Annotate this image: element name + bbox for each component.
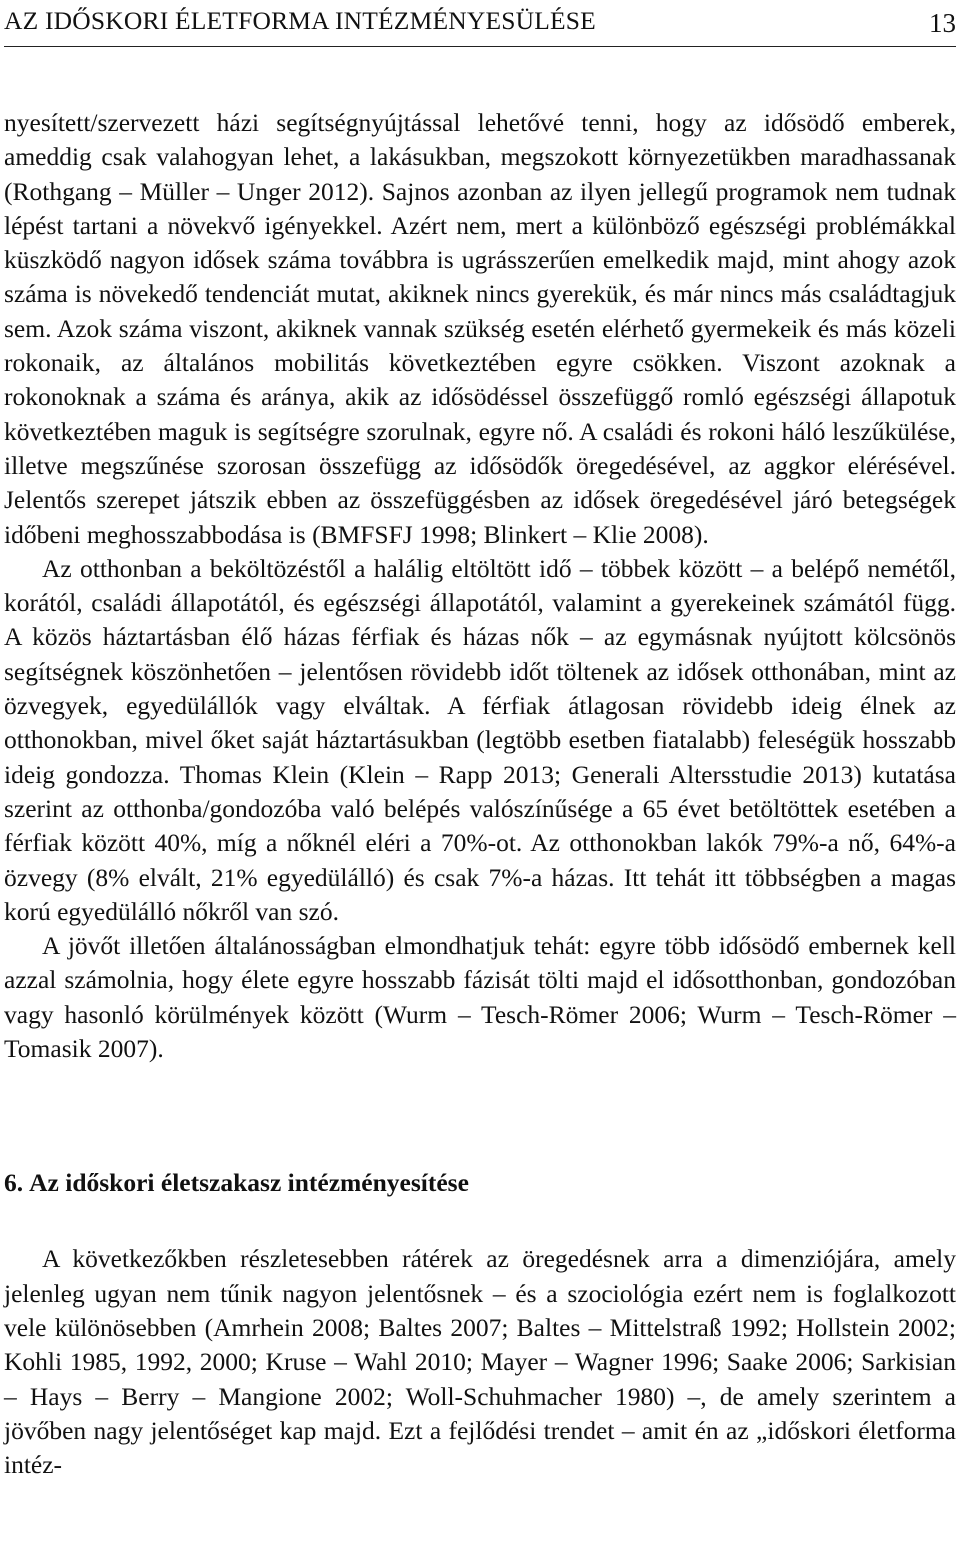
running-header <box>4 2 956 47</box>
page-number: 13 <box>929 8 956 38</box>
body-paragraph-3: A jövőt illetően általánosságban elmondhatjuk tehát: egyre több idősödő embernek kell azzal számolnia, hogy élete egyre hosszabb fázisát tölti majd el idősotthonban, gondozóban vagy hasonló körülmények között (Wurm – Tesch-Römer 2006; Wurm – Tesch-Römer – Tomasik 2007). <box>4 931 956 1064</box>
section-title: Az időskori életszakasz intézményesítése <box>29 1168 469 1198</box>
section-number: 6. <box>4 1168 24 1198</box>
section-heading <box>4 1066 956 1242</box>
body-paragraph-1: nyesített/szervezett házi segítségnyújtással lehetővé tenni, hogy az idősödő emberek, ameddig csak valahogyan lehet, a lakásukban, megszokott környezetükben maradhassanak (Rothgang – Müller – Unger 2012). Sajnos azonban az ilyen jellegű programok nem tudnak lépést tartani a növekvő igényekkel. Azért nem, mert a különböző egészségi problémákkal küszködő nagyon idősek száma továbbra is ugrásszerűen emelkedik majd, mint ahogy azok száma is növekedő tendenciát mutat, akiknek nincs gyerekük, és már nincs más családtagjuk sem. Azok száma viszont, akiknek vannak szükség esetén elérhető gyermekeik és más közeli rokonaik, az általános mobilitás következtében egyre csökken. Viszont azoknak a rokonoknak a száma és aránya, akik az idősödéssel összefüggő romló egészségi állapotuk következtében maguk is segítségre szorulnak, egyre nő. A családi és rokoni háló leszűkülése, illetve megszűnése szorosan összefügg az idősödők öregedésével, az aggkor elérésével. Jelentős szerepet játszik ebben az összefüggésben az idősek öregedésével járó betegségek időbeni meghosszabbodása is (BMFSFJ 1998; Blinkert – Klie 2008). <box>4 108 956 549</box>
page-body <box>4 106 956 1482</box>
section-paragraph: A következőkben részletesebben rátérek az öregedésnek arra a dimenziójára, amely jelenleg ugyan nem tűnik nagyon jelentősnek – és a szociológia ezért nem is foglalkozott vele különösebben (Amrhein 2008; Baltes 2007; Baltes – Mittelstraß 1992; Hollstein 2002; Kohli 1985, 1992, 2000; Kruse – Wahl 2010; Mayer – Wagner 1996; Saake 2006; Sarkisian – Hays – Berry – Mangione 2002; Woll-Schuhmacher 1980) –, de amely szerintem a jövőben nagy jelentőséget kap majd. Ezt a fejlődési trendet – amit én az „időskori életforma intéz- <box>4 1244 956 1480</box>
body-paragraph-2: Az otthonban a beköltözéstől a halálig eltöltött idő – többek között – a belépő nemétől, korától, családi állapotától, és egészségi állapotától, valamint a gyerekeinek számától függ. A közös háztartásban élő házas férfiak és házas nők – az egymásnak nyújtott kölcsönös segítségnek köszönhetően – jelentősen rövidebb időt töltenek az idősek otthonában, mint az özvegyek, egyedülállók vagy elváltak. A férfiak átlagosan rövidebb ideig élnek az otthonokban, mivel őket saját háztartásukban (legtöbb esetben fiatalabb) feleségük hosszabb ideig gondozza. Thomas Klein (Klein – Rapp 2013; Generali Altersstudie 2013) kutatása szerint az otthonba/gondozóba való belépés valószínűsége a 65 évet betöltöttek esetében a férfiak között 40%, míg a nőknél eléri a 70%-ot. Az otthonokban lakók 79%-a nő, 64%-a özvegy (8% elvált, 21% egyedülálló) és csak 7%-a házas. Itt tehát itt többségben a magas korú egyedülálló nőkről van szó. <box>4 553 956 926</box>
running-title: AZ IDŐSKORI ÉLETFORMA INTÉZMÉNYESÜLÉSE <box>4 6 596 35</box>
